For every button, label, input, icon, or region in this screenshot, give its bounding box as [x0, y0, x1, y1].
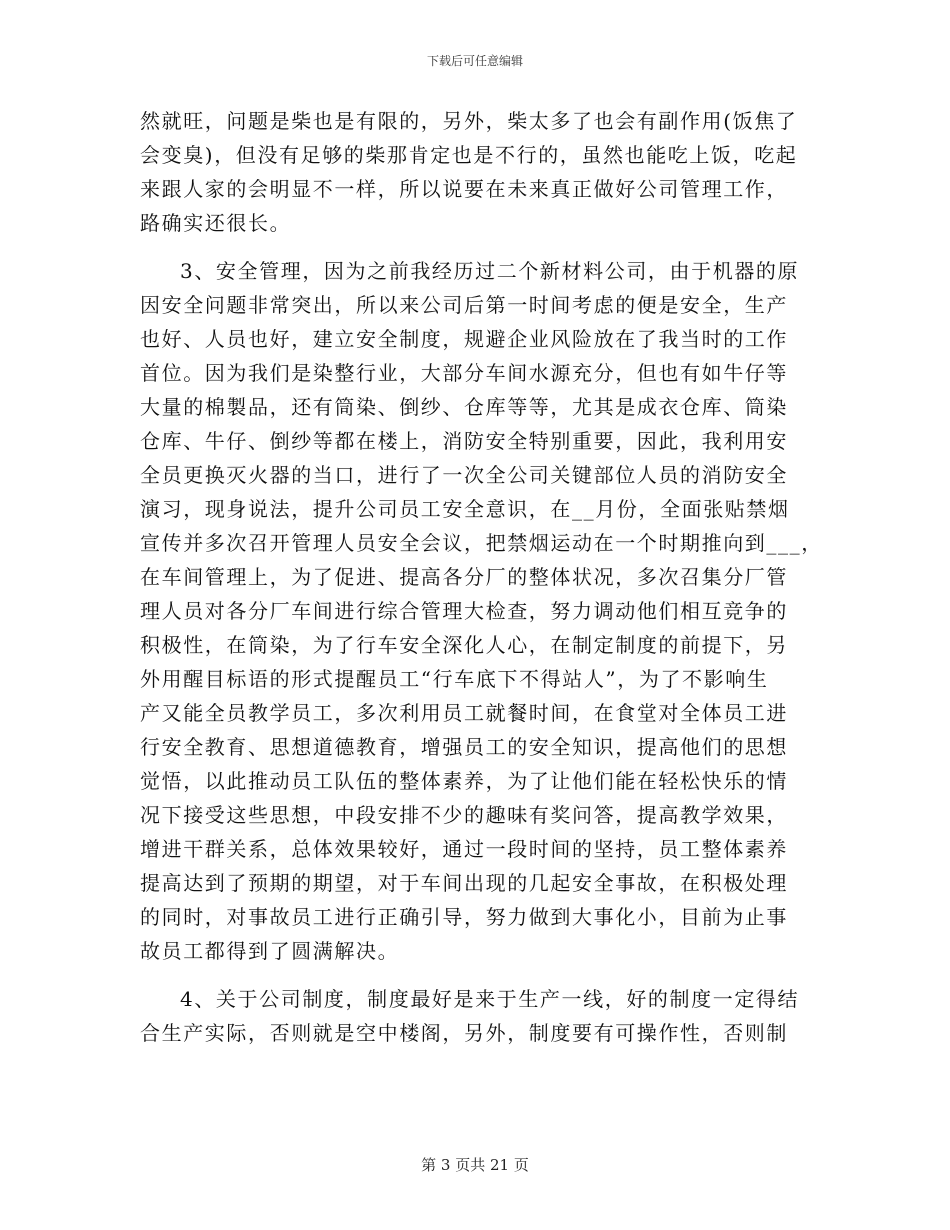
text-line: 大量的棉製品，还有筒染、倒纱、仓库等等，尤其是成衣仓库、筒染 [140, 395, 788, 419]
text-line: 仓库、牛仔、倒纱等都在楼上，消防安全特别重要，因此，我利用安 [140, 429, 788, 453]
text-line: 宣传并多次召开管理人员安全会议，把禁烟运动在一个时期推向到___， [140, 531, 823, 555]
text-line: 增进干群关系，总体效果较好，通过一段时间的坚持，员工整体素养 [140, 837, 788, 861]
text-line: 外用醒目标语的形式提醒员工“行车底下不得站人”，为了不影响生 [140, 667, 769, 691]
text-line: 积极性，在筒染，为了行车安全深化人心，在制定制度的前提下，另 [140, 633, 788, 657]
text-line: 产又能全员教学员工，多次利用员工就餐时间，在食堂对全体员工进 [140, 701, 788, 725]
text-line: 全员更换灭火器的当口，进行了一次全公司关键部位人员的消防安全 [140, 463, 788, 487]
text-line: 也好、人员也好，建立安全制度，规避企业风险放在了我当时的工作 [140, 327, 788, 351]
text-line: 来跟人家的会明显不一样，所以说要在未来真正做好公司管理工作， [140, 177, 788, 201]
text-line: 觉悟，以此推动员工队伍的整体素养，为了让他们能在轻松快乐的情 [140, 769, 788, 793]
text-line: 提高达到了预期的期望，对于车间出现的几起安全事故，在积极处理 [140, 871, 788, 895]
page-header: 下载后可任意编辑 [426, 54, 523, 68]
text-line: 况下接受这些思想，中段安排不少的趣味有奖问答，提高教学效果， [140, 803, 788, 827]
text-line: 理人员对各分厂车间进行综合管理大检查，努力调动他们相互竞争的 [140, 599, 788, 623]
text-line: 路确实还很长。 [140, 211, 292, 235]
text-line: 故员工都得到了圆满解决。 [140, 939, 400, 963]
text-line: 4、关于公司制度，制度最好是来于生产一线，好的制度一定得结 [180, 987, 800, 1011]
text-line: 因安全问题非常突出，所以来公司后第一时间考虑的便是安全，生产 [140, 293, 788, 317]
text-line: 的同时，对事故员工进行正确引导，努力做到大事化小，目前为止事 [140, 905, 788, 929]
text-line: 合生产实际，否则就是空中楼阁，另外，制度要有可操作性，否则制 [140, 1021, 788, 1045]
text-line: 首位。因为我们是染整行业，大部分车间水源充分，但也有如牛仔等 [140, 361, 788, 385]
document-body [140, 104, 823, 1050]
text-line: 会变臭)，但没有足够的柴那肯定也是不行的，虽然也能吃上饭，吃起 [140, 143, 798, 167]
text-line: 然就旺，问题是柴也是有限的，另外，柴太多了也会有副作用(饭焦了 [140, 109, 798, 133]
text-line: 行安全教育、思想道德教育，增强员工的安全知识，提高他们的思想 [140, 735, 788, 759]
text-line: 演习，现身说法，提升公司员工安全意识，在__月份，全面张贴禁烟 [140, 497, 790, 521]
text-line: 3、安全管理，因为之前我经历过二个新材料公司，由于机器的原 [180, 259, 800, 283]
page-number: 第 3 页共 21 页 [421, 1156, 529, 1174]
text-line: 在车间管理上，为了促进、提高各分厂的整体状况，多次召集分厂管 [140, 565, 788, 589]
